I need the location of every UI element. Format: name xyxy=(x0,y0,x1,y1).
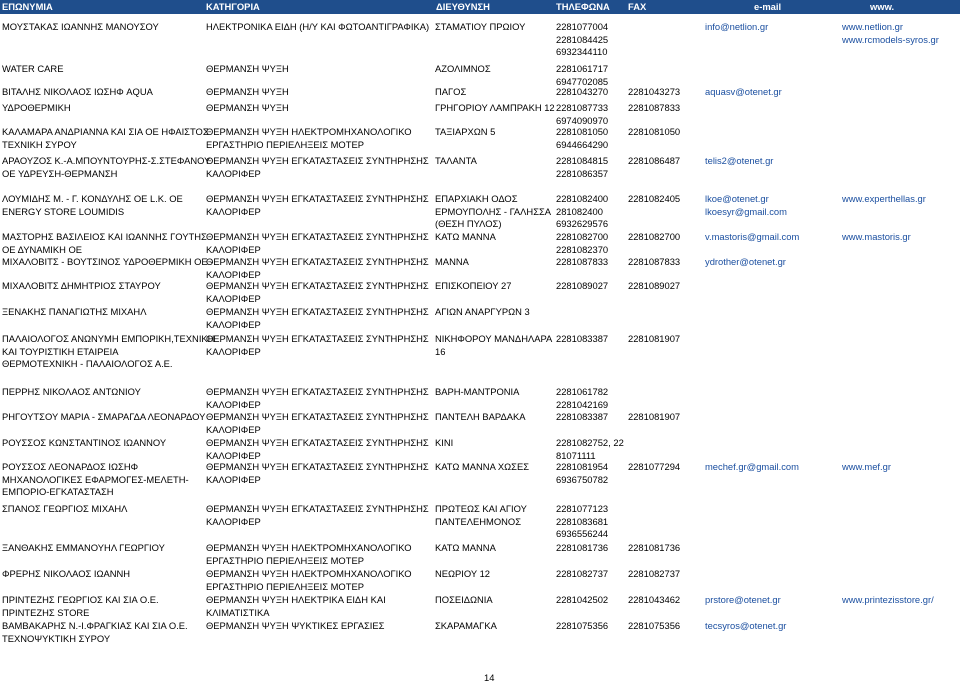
cell-addr: ΠΑΓΟΣ xyxy=(435,86,467,97)
cell-name: ΟΕ ΔΥΝΑΜΙΚΗ ΟΕ xyxy=(2,243,83,255)
cell-tel: 2281042169 xyxy=(556,398,609,410)
cell-addr: ΣΚΑΡΑΜΑΓΚΑ xyxy=(435,620,497,631)
cell-cat: ΘΕΡΜΑΝΣΗ ΨΥΞΗ xyxy=(206,102,289,113)
cell-name: ΤΕΧΝΙΚΗ ΣΥΡΟΥ xyxy=(2,138,77,150)
cell-tel: 2281083387 xyxy=(556,411,609,422)
cell-tel: 2281089027 xyxy=(556,280,609,291)
cell-name: ΑΡΑΟΥΖΟΣ Κ.-Α.ΜΠΟΥΝΤΟΥΡΗΣ-Σ.ΣΤΕΦΑΝΟΥ xyxy=(2,155,211,166)
cell-addr: ΕΡΜΟΥΠΟΛΗΣ - ΓΑΛΗΣΣΑ xyxy=(435,205,552,217)
cell-web[interactable]: www.mef.gr xyxy=(842,461,891,472)
cell-name: WATER CARE xyxy=(2,63,64,74)
cell-addr: ΝΕΩΡΙΟΥ 12 xyxy=(435,568,490,579)
cell-tel: 2281082700 xyxy=(556,231,609,242)
cell-fax: 2281077294 xyxy=(628,461,681,472)
cell-tel: 6944664290 xyxy=(556,138,609,150)
cell-addr: ΜΑΝΝΑ xyxy=(435,256,469,267)
cell-name: ΟΕ ΥΔΡΕΥΣΗ-ΘΕΡΜΑΝΣΗ xyxy=(2,167,118,179)
cell-name: ΥΔΡΟΘΕΡΜΙΚΗ xyxy=(2,102,71,113)
cell-cat: ΚΑΛΟΡΙΦΕΡ xyxy=(206,292,261,304)
header-name: ΕΠΩΝΥΜΙΑ xyxy=(2,1,53,12)
cell-tel: 81071111 xyxy=(556,449,596,461)
cell-name: ΕΜΠΟΡΙΟ-ΕΓΚΑΤΑΣΤΑΣΗ xyxy=(2,486,114,498)
cell-email[interactable]: telis2@otenet.gr xyxy=(705,155,774,166)
cell-cat: ΘΕΡΜΑΝΣΗ ΨΥΞΗ ΕΓΚΑΤΑΣΤΑΣΕΙΣ ΣΥΝΤΗΡΗΣΗΣ xyxy=(206,256,429,267)
cell-addr: ΒΑΡΗ-ΜΑΝΤΡΟΝΙΑ xyxy=(435,386,520,397)
cell-addr: ΚΑΤΩ ΜΑΝΝΑ ΧΩΣΕΣ xyxy=(435,461,530,472)
cell-name: ΜΙΧΑΛΟΒΙΤΣ - ΒΟΥΤΣΙΝΟΣ ΥΔΡΟΘΕΡΜΙΚΗ ΟΕ - xyxy=(2,256,214,267)
cell-email[interactable]: tecsyros@otenet.gr xyxy=(705,620,787,631)
cell-tel: 2281083387 xyxy=(556,333,609,344)
cell-tel: 2281061782 xyxy=(556,386,609,397)
cell-cat: ΚΑΛΟΡΙΦΕΡ xyxy=(206,268,261,280)
cell-addr: ΚΑΤΩ ΜΑΝΝΑ xyxy=(435,231,496,242)
cell-name: ΞΑΝΘΑΚΗΣ ΕΜΜΑΝΟΥΗΛ ΓΕΩΡΓΙΟΥ xyxy=(2,542,165,553)
cell-name: ΚΑΛΑΜΑΡΑ ΑΝΔΡΙΑΝΝΑ ΚΑΙ ΣΙΑ ΟΕ ΗΦΑΙΣΤΟΣ xyxy=(2,126,209,137)
cell-fax: 2281075356 xyxy=(628,620,681,631)
cell-name: ΜΙΧΑΛΟΒΙΤΣ ΔΗΜΗΤΡΙΟΣ ΣΤΑΥΡΟΥ xyxy=(2,280,161,291)
cell-tel: 2281081050 xyxy=(556,126,609,137)
cell-cat: ΘΕΡΜΑΝΣΗ ΨΥΞΗ ΕΓΚΑΤΑΣΤΑΣΕΙΣ ΣΥΝΤΗΡΗΣΗΣ xyxy=(206,280,429,291)
cell-cat: ΘΕΡΜΑΝΣΗ ΨΥΞΗ ΗΛΕΚΤΡΟΜΗΧΑΝΟΛΟΓΙΚΟ xyxy=(206,126,412,137)
cell-tel: 6936556244 xyxy=(556,528,609,540)
cell-tel: 2281082400 xyxy=(556,193,609,204)
cell-cat: ΚΑΛΟΡΙΦΕΡ xyxy=(206,167,261,179)
cell-cat: ΚΑΛΟΡΙΦΕΡ xyxy=(206,398,261,410)
cell-tel: 2281043270 xyxy=(556,86,609,97)
cell-addr: ΕΠΙΣΚΟΠΕΙΟΥ 27 xyxy=(435,280,512,291)
cell-addr: ΠΟΣΕΙΔΩΝΙΑ xyxy=(435,594,493,605)
cell-name: ΡΟΥΣΣΟΣ ΚΩΝΣΤΑΝΤΙΝΟΣ ΙΩΑΝΝΟΥ xyxy=(2,437,167,448)
cell-cat: ΘΕΡΜΑΝΣΗ ΨΥΞΗ ΕΓΚΑΤΑΣΤΑΣΕΙΣ ΣΥΝΤΗΡΗΣΗΣ xyxy=(206,333,429,344)
cell-fax: 2281081907 xyxy=(628,333,681,344)
header-web: www. xyxy=(870,1,895,12)
cell-name: ΞΕΝΑΚΗΣ ΠΑΝΑΓΙΩΤΗΣ ΜΙΧΑΗΛ xyxy=(2,306,147,317)
cell-tel: 2281061717 xyxy=(556,63,609,74)
cell-addr: ΚΑΤΩ ΜΑΝΝΑ xyxy=(435,542,496,553)
cell-cat: ΚΑΛΟΡΙΦΕΡ xyxy=(206,318,261,330)
cell-tel: 2281081736 xyxy=(556,542,609,553)
cell-name: ΤΕΧΝΟΨΥΚΤΙΚΗ ΣΥΡΟΥ xyxy=(2,632,111,644)
cell-cat: ΘΕΡΜΑΝΣΗ ΨΥΞΗ ΗΛΕΚΤΡΟΜΗΧΑΝΟΛΟΓΙΚΟ xyxy=(206,568,412,579)
cell-addr: ΓΡΗΓΟΡΙΟΥ ΛΑΜΠΡΑΚΗ 12 xyxy=(435,102,555,113)
cell-web[interactable]: www.mastoris.gr xyxy=(842,231,911,242)
cell-cat: ΘΕΡΜΑΝΣΗ ΨΥΞΗ ΕΓΚΑΤΑΣΤΑΣΕΙΣ ΣΥΝΤΗΡΗΣΗΣ xyxy=(206,155,429,166)
cell-email[interactable]: aquasv@otenet.gr xyxy=(705,86,782,97)
cell-cat: ΚΑΛΟΡΙΦΕΡ xyxy=(206,243,261,255)
cell-fax: 2281081736 xyxy=(628,542,681,553)
cell-cat: ΘΕΡΜΑΝΣΗ ΨΥΞΗ ΕΓΚΑΤΑΣΤΑΣΕΙΣ ΣΥΝΤΗΡΗΣΗΣ xyxy=(206,437,429,448)
cell-cat: ΚΑΛΟΡΙΦΕΡ xyxy=(206,345,261,357)
cell-tel: 6936750782 xyxy=(556,473,609,485)
cell-cat: ΕΡΓΑΣΤΗΡΙΟ ΠΕΡΙΕΛΗΞΕΙΣ ΜΟΤΕΡ xyxy=(206,580,364,592)
cell-addr: ΚΙΝΙ xyxy=(435,437,454,448)
cell-email[interactable]: prstore@otenet.gr xyxy=(705,594,781,605)
cell-fax: 2281087833 xyxy=(628,102,681,113)
cell-cat: ΚΑΛΟΡΙΦΕΡ xyxy=(206,515,261,527)
header-address: ΔΙΕΥΘΥΝΣΗ xyxy=(436,1,490,12)
cell-tel: 2281082370 xyxy=(556,243,609,255)
cell-cat: ΚΑΛΟΡΙΦΕΡ xyxy=(206,205,261,217)
cell-tel: 2281084815 xyxy=(556,155,609,166)
cell-tel: 2281087833 xyxy=(556,256,609,267)
cell-fax: 2281086487 xyxy=(628,155,681,166)
cell-cat: ΘΕΡΜΑΝΣΗ ΨΥΞΗ ΕΓΚΑΤΑΣΤΑΣΕΙΣ ΣΥΝΤΗΡΗΣΗΣ xyxy=(206,386,429,397)
cell-cat: ΘΕΡΜΑΝΣΗ ΨΥΞΗ ΕΓΚΑΤΑΣΤΑΣΕΙΣ ΣΥΝΤΗΡΗΣΗΣ xyxy=(206,193,429,204)
page-number: 14 xyxy=(484,672,495,683)
cell-name: ΘΕΡΜΟΤΕΧΝΙΚΗ - ΠΑΛΑΙΟΛΟΓΟΣ Α.Ε. xyxy=(2,358,173,370)
cell-fax: 2281043462 xyxy=(628,594,681,605)
cell-addr: ΑΖΟΛΙΜΝΟΣ xyxy=(435,63,491,74)
cell-addr: ΠΡΩΤΕΩΣ ΚΑΙ ΑΓΙΟΥ xyxy=(435,503,527,514)
cell-name: ΡΟΥΣΣΟΣ ΛΕΟΝΑΡΔΟΣ ΙΩΣΗΦ xyxy=(2,461,139,472)
cell-cat: ΘΕΡΜΑΝΣΗ ΨΥΞΗ xyxy=(206,63,289,74)
cell-name: ΒΑΜΒΑΚΑΡΗΣ Ν.-Ι.ΦΡΑΓΚΙΑΣ ΚΑΙ ΣΙΑ Ο.Ε. xyxy=(2,620,188,631)
cell-cat: ΕΡΓΑΣΤΗΡΙΟ ΠΕΡΙΕΛΗΞΕΙΣ ΜΟΤΕΡ xyxy=(206,554,364,566)
cell-cat: ΘΕΡΜΑΝΣΗ ΨΥΞΗ ΕΓΚΑΤΑΣΤΑΣΕΙΣ ΣΥΝΤΗΡΗΣΗΣ xyxy=(206,461,429,472)
cell-cat: ΘΕΡΜΑΝΣΗ ΨΥΞΗ ΕΓΚΑΤΑΣΤΑΣΕΙΣ ΣΥΝΤΗΡΗΣΗΣ xyxy=(206,231,429,242)
cell-name: ΠΡΙΝΤΕΖΗΣ ΓΕΩΡΓΙΟΣ ΚΑΙ ΣΙΑ Ο.Ε. xyxy=(2,594,159,605)
cell-name: ΡΗΓΟΥΤΣΟΥ ΜΑΡΙΑ - ΣΜΑΡΑΓΔΑ ΛΕΟΝΑΡΔΟΥ xyxy=(2,411,206,422)
cell-email[interactable]: lkoe@otenet.gr xyxy=(705,193,769,204)
cell-cat: ΗΛΕΚΤΡΟΝΙΚΑ ΕΙΔΗ (Η/Υ ΚΑΙ ΦΩΤΟΑΝΤΙΓΡΑΦΙΚΑ) xyxy=(206,21,430,32)
cell-name: ΚΑΙ ΤΟΥΡΙΣΤΙΚΗ ΕΤΑΙΡΕΙΑ xyxy=(2,345,119,357)
cell-addr: ΠΑΝΤΕΛΗ ΒΑΡΔΑΚΑ xyxy=(435,411,526,422)
cell-cat: ΘΕΡΜΑΝΣΗ ΨΥΞΗ xyxy=(206,86,289,97)
cell-cat: ΚΑΛΟΡΙΦΕΡ xyxy=(206,449,261,461)
cell-name: ΠΑΛΑΙΟΛΟΓΟΣ ΑΝΩΝΥΜΗ ΕΜΠΟΡΙΚΗ,ΤΕΧΝΙΚΗ xyxy=(2,333,215,344)
cell-cat: ΚΑΛΟΡΙΦΕΡ xyxy=(206,473,261,485)
cell-tel: 2281084425 xyxy=(556,33,609,45)
cell-tel: 6932344110 xyxy=(556,46,608,58)
cell-email[interactable]: lkoesyr@gmail.com xyxy=(705,205,787,217)
cell-cat: ΘΕΡΜΑΝΣΗ ΨΥΞΗ ΗΛΕΚΤΡΙΚΑ ΕΙΔΗ ΚΑΙ xyxy=(206,594,386,605)
cell-email[interactable]: v.mastoris@gmail.com xyxy=(705,231,800,242)
cell-fax: 2281082405 xyxy=(628,193,681,204)
cell-name: ΦΡΕΡΗΣ ΝΙΚΟΛΑΟΣ ΙΩΑΝΝΗ xyxy=(2,568,131,579)
cell-name: ΜΑΣΤΟΡΗΣ ΒΑΣΙΛΕΙΟΣ ΚΑΙ ΙΩΑΝΝΗΣ ΓΟΥΤΗΣ xyxy=(2,231,207,242)
cell-addr: ΝΙΚΗΦΟΡΟΥ ΜΑΝΔΗΛΑΡΑ xyxy=(435,333,553,344)
cell-fax: 2281081907 xyxy=(628,411,681,422)
header-category: ΚΑΤΗΓΟΡΙΑ xyxy=(206,1,260,12)
cell-name: ΠΕΡΡΗΣ ΝΙΚΟΛΑΟΣ ΑΝΤΩΝΙΟΥ xyxy=(2,386,141,397)
table-header xyxy=(0,0,960,14)
cell-fax: 2281082737 xyxy=(628,568,681,579)
cell-tel: 2281087733 xyxy=(556,102,609,113)
cell-web[interactable]: www.netlion.gr xyxy=(842,21,903,32)
cell-web[interactable]: www.printezisstore.gr/ xyxy=(842,594,934,605)
cell-tel: 2281081954 xyxy=(556,461,609,472)
cell-name: ΛΟΥΜΙΔΗΣ Μ. - Γ. ΚΟΝΔΥΛΗΣ ΟΕ L.K. ΟΕ xyxy=(2,193,183,204)
cell-tel: 2281077004 xyxy=(556,21,609,32)
header-phone: ΤΗΛΕΦΩΝΑ xyxy=(556,1,610,12)
cell-name: ΒΙΤΑΛΗΣ ΝΙΚΟΛΑΟΣ ΙΩΣΗΦ AQUA xyxy=(2,86,153,97)
cell-tel: 2281086357 xyxy=(556,167,609,179)
header-fax: FAX xyxy=(628,1,647,12)
cell-name: ΜΟΥΣΤΑΚΑΣ ΙΩΑΝΝΗΣ ΜΑΝΟΥΣΟΥ xyxy=(2,21,159,32)
cell-fax: 2281087833 xyxy=(628,256,681,267)
cell-tel: 2281075356 xyxy=(556,620,609,631)
cell-fax: 2281082700 xyxy=(628,231,681,242)
cell-cat: ΘΕΡΜΑΝΣΗ ΨΥΞΗ ΕΓΚΑΤΑΣΤΑΣΕΙΣ ΣΥΝΤΗΡΗΣΗΣ xyxy=(206,411,429,422)
cell-tel: 2281077123 xyxy=(556,503,609,514)
cell-tel: 2281042502 xyxy=(556,594,609,605)
cell-email[interactable]: mechef.gr@gmail.com xyxy=(705,461,799,472)
cell-cat: ΘΕΡΜΑΝΣΗ ΨΥΞΗ ΨΥΚΤΙΚΕΣ ΕΡΓΑΣΙΕΣ xyxy=(206,620,385,631)
cell-addr: ΠΑΝΤΕΛΕΗΜΟΝΟΣ xyxy=(435,515,522,527)
cell-name: ΜΗΧΑΝΟΛΟΓΙΚΕΣ ΕΦΑΡΜΟΓΕΣ-ΜΕΛΕΤΗ- xyxy=(2,473,189,485)
cell-cat: ΚΑΛΟΡΙΦΕΡ xyxy=(206,423,261,435)
cell-tel: 281082400 xyxy=(556,205,603,217)
cell-cat: ΚΛΙΜΑΤΙΣΤΙΚΑ xyxy=(206,606,270,618)
cell-cat: ΘΕΡΜΑΝΣΗ ΨΥΞΗ ΕΓΚΑΤΑΣΤΑΣΕΙΣ ΣΥΝΤΗΡΗΣΗΣ xyxy=(206,503,429,514)
cell-addr: ΕΠΑΡΧΙΑΚΗ ΟΔΟΣ xyxy=(435,193,518,204)
cell-tel: 6947702085 xyxy=(556,75,609,87)
cell-name: ENERGY STORE LOUMIDIS xyxy=(2,205,125,217)
cell-fax: 2281089027 xyxy=(628,280,681,291)
cell-email[interactable]: ydrother@otenet.gr xyxy=(705,256,786,267)
cell-fax: 2281081050 xyxy=(628,126,681,137)
cell-cat: ΘΕΡΜΑΝΣΗ ΨΥΞΗ ΕΓΚΑΤΑΣΤΑΣΕΙΣ ΣΥΝΤΗΡΗΣΗΣ xyxy=(206,306,429,317)
cell-cat: ΕΡΓΑΣΤΗΡΙΟ ΠΕΡΙΕΛΗΞΕΙΣ ΜΟΤΕΡ xyxy=(206,138,364,150)
cell-tel: 6932629576 xyxy=(556,218,609,230)
cell-addr: ΤΑΞΙΑΡΧΩΝ 5 xyxy=(435,126,496,137)
cell-web[interactable]: www.experthellas.gr xyxy=(842,193,926,204)
cell-fax: 2281043273 xyxy=(628,86,681,97)
header-email: e-mail xyxy=(754,1,782,12)
cell-tel: 2281082752, 22 xyxy=(556,437,624,448)
cell-tel: 6974090970 xyxy=(556,114,609,126)
cell-addr: ΑΓΙΩΝ ΑΝΑΡΓΥΡΩΝ 3 xyxy=(435,306,530,317)
cell-addr: 16 xyxy=(435,345,446,357)
cell-cat: ΘΕΡΜΑΝΣΗ ΨΥΞΗ ΗΛΕΚΤΡΟΜΗΧΑΝΟΛΟΓΙΚΟ xyxy=(206,542,412,553)
cell-name: ΣΠΑΝΟΣ ΓΕΩΡΓΙΟΣ ΜΙΧΑΗΛ xyxy=(2,503,128,514)
cell-name: ΠΡΙΝΤΕΖΗΣ STORE xyxy=(2,606,90,618)
cell-addr: (ΘΕΣΗ ΠΥΛΟΣ) xyxy=(435,218,502,230)
cell-addr: ΤΑΛΑΝΤΑ xyxy=(435,155,477,166)
cell-web[interactable]: www.rcmodels-syros.gr xyxy=(842,33,939,45)
cell-tel: 2281082737 xyxy=(556,568,609,579)
cell-email[interactable]: info@netlion.gr xyxy=(705,21,769,32)
cell-addr: ΣΤΑΜΑΤΙΟΥ ΠΡΩΙΟΥ xyxy=(435,21,526,32)
cell-tel: 2281083681 xyxy=(556,515,609,527)
